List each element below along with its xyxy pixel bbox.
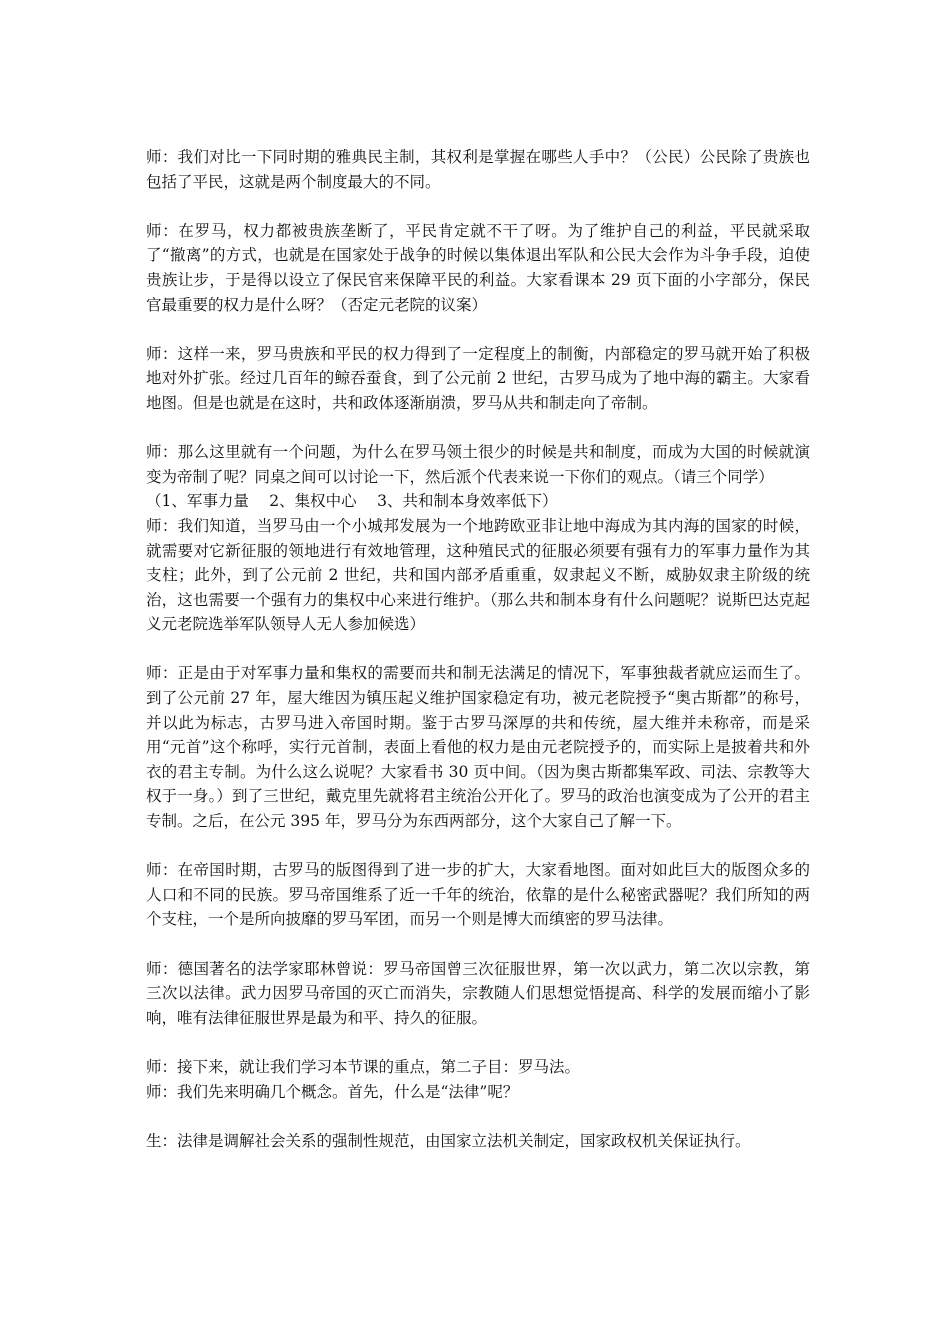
paragraph-augustus-empire: 师：正是由于对军事力量和集权的需要而共和制无法满足的情况下，军事独裁者就应运而生了。到了公元前 27 年，屋大维因为镇压起义维护国家稳定有功，被元老院授予“奥古斯都”的称号，并以此为标志，古罗马进入帝国时期。鉴于古罗马深厚的共和传统，屋大维并未称帝，而是采用“元首”这个称呼，实行元首制，表面上看他的权力是由元老院授予的，而实际上是披着共和外衣的君主专制。为什么这么说呢？大家看书 30 页中间。（因为奥古斯都集军政、司法、宗教等大权于一身。）到了三世纪，戴克里先就将君主统治公开化了。罗马的政治也演变成为了公开的君主专制。之后，在公元 395 年，罗马分为东西两部分，这个大家自己了解一下。 <box>146 664 810 831</box>
paragraph-law-concept-question: 师：我们先来明确几个概念。首先，什么是“法律”呢？ <box>146 1082 519 1101</box>
paragraph-athens-comparison: 师：我们对比一下同时期的雅典民主制，其权利是掌握在哪些人手中？（公民）公民除了贵族也包括了平民，这就是两个制度最大的不同。 <box>146 148 810 191</box>
paragraph-jhering-quote: 师：德国著名的法学家耶林曾说：罗马帝国曾三次征服世界，第一次以武力，第二次以宗教，第三次以法律。武力因罗马帝国的灭亡而消失，宗教随人们思想觉悟提高、科学的发展而缩小了影响，唯有法律征服世界是最为和平、持久的征服。 <box>146 959 810 1027</box>
paragraph-roman-law-intro: 师：接下来，就让我们学习本节课的重点，第二子目：罗马法。 <box>146 1057 581 1076</box>
paragraph-roman-expansion: 师：这样一来，罗马贵族和平民的权力得到了一定程度上的制衡，内部稳定的罗马就开始了积极地对外扩张。经过几百年的鲸吞蚕食，到了公元前 2 世纪，古罗马成为了地中海的霸主。大家看地图。但是也就是在这时，共和政体逐渐崩溃，罗马从共和制走向了帝制。 <box>146 344 810 412</box>
paragraph-student-answers: （1、军事力量 2、集权中心 3、共和制本身效率低下） <box>146 492 558 511</box>
paragraph-discussion-question: 师：那么这里就有一个问题，为什么在罗马领土很少的时候是共和制度，而成为大国的时候就演变为帝制了呢？同桌之间可以讨论一下，然后派个代表来说一下你们的观点。（请三个同学） <box>146 443 810 486</box>
paragraph-plebeian-withdrawal: 师：在罗马，权力都被贵族垄断了，平民肯定就不干了呀。为了维护自己的利益，平民就采取了“撤离”的方式，也就是在国家处于战争的时候以集体退出军队和公民大会作为斗争手段，迫使贵族让步，于是得以设立了保民官来保障平民的利益。大家看课本 29 页下面的小字部分，保民官最重要的权力是什么呀？（否定元老院的议案） <box>146 221 810 314</box>
paragraph-imperial-territory: 师：在帝国时期，古罗马的版图得到了进一步的扩大，大家看地图。面对如此巨大的版图众多的人口和不同的民族。罗马帝国维系了近一千年的统治，依靠的是什么秘密武器呢？我们所知的两个支柱，一个是所向披靡的罗马军团，而另一个则是博大而缜密的罗马法律。 <box>146 861 810 929</box>
paragraph-teacher-explanation: 师：我们知道，当罗马由一个小城邦发展为一个地跨欧亚非让地中海成为其内海的国家的时候，就需要对它新征服的领地进行有效地管理，这种殖民式的征服必须要有强有力的军事力量作为其支柱；此外，到了公元前 2 世纪，共和国内部矛盾重重，奴隶起义不断，威胁奴隶主阶级的统治，这也需要一个强有力的集权中心来进行维护。（那么共和制本身有什么问题呢？说斯巴达克起义元老院选举军队领导人无人参加候选） <box>146 516 810 634</box>
paragraph-student-definition: 生：法律是调解社会关系的强制性规范，由国家立法机关制定，国家政权机关保证执行。 <box>146 1131 751 1150</box>
document-body <box>146 145 810 1178</box>
